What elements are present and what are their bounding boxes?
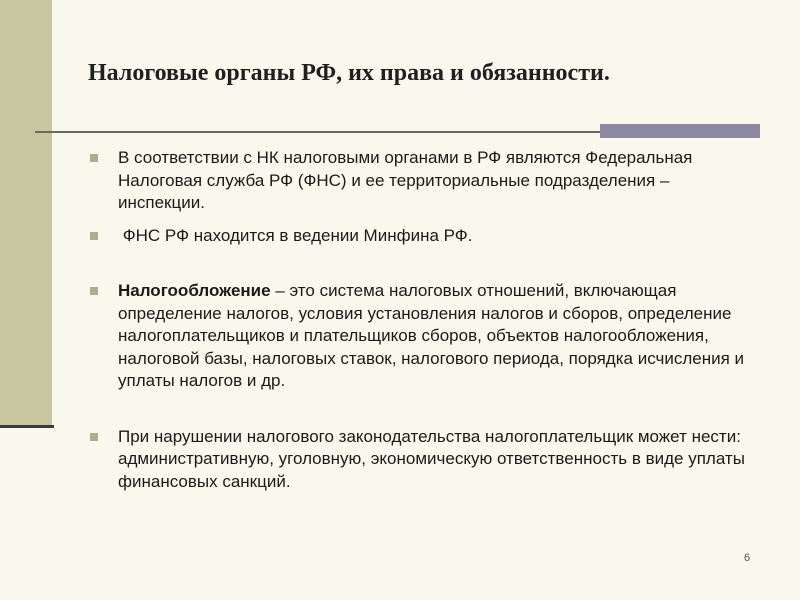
bullet-list	[90, 147, 760, 503]
title-divider-accent	[600, 124, 760, 138]
bullet-item	[90, 280, 760, 393]
bullet-text: – это система налоговых отношений, включающая определение налогов, условия установления налогов и сборов, определение налогоплательщиков и плательщиков сборов, объектов налогообложения, налоговой базы, налоговых ставок, налогового периода, порядка исчисления и уплаты налогов и др.	[118, 281, 745, 390]
sidebar-decoration	[0, 0, 52, 425]
bullet-text: В соответствии с НК налоговыми органами в РФ являются Федеральная Налоговая служба РФ (ФНС) и ее территориальные подразделения – инспекции.	[118, 148, 693, 212]
bullet-text: ФНС РФ находится в ведении Минфина РФ.	[118, 225, 473, 245]
bullet-marker-icon	[90, 232, 98, 240]
bullet-marker-icon	[90, 287, 98, 295]
bullet-item	[90, 426, 760, 494]
bullet-marker-icon	[90, 433, 98, 441]
bullet-item	[90, 147, 760, 215]
bullet-item	[90, 225, 760, 248]
bullet-term: Налогообложение	[118, 281, 271, 300]
page-number: 6	[744, 552, 751, 564]
bullet-marker-icon	[90, 154, 98, 162]
sidebar-edge-line	[0, 425, 54, 428]
bullet-text: При нарушении налогового законодательства налогоплательщик может нести: административную, уголовную, экономическую ответственность в виде уплаты финансовых санкций.	[118, 426, 745, 491]
title-divider	[35, 131, 635, 133]
slide-title: Налоговые органы РФ, их права и обязанности.	[88, 60, 610, 86]
